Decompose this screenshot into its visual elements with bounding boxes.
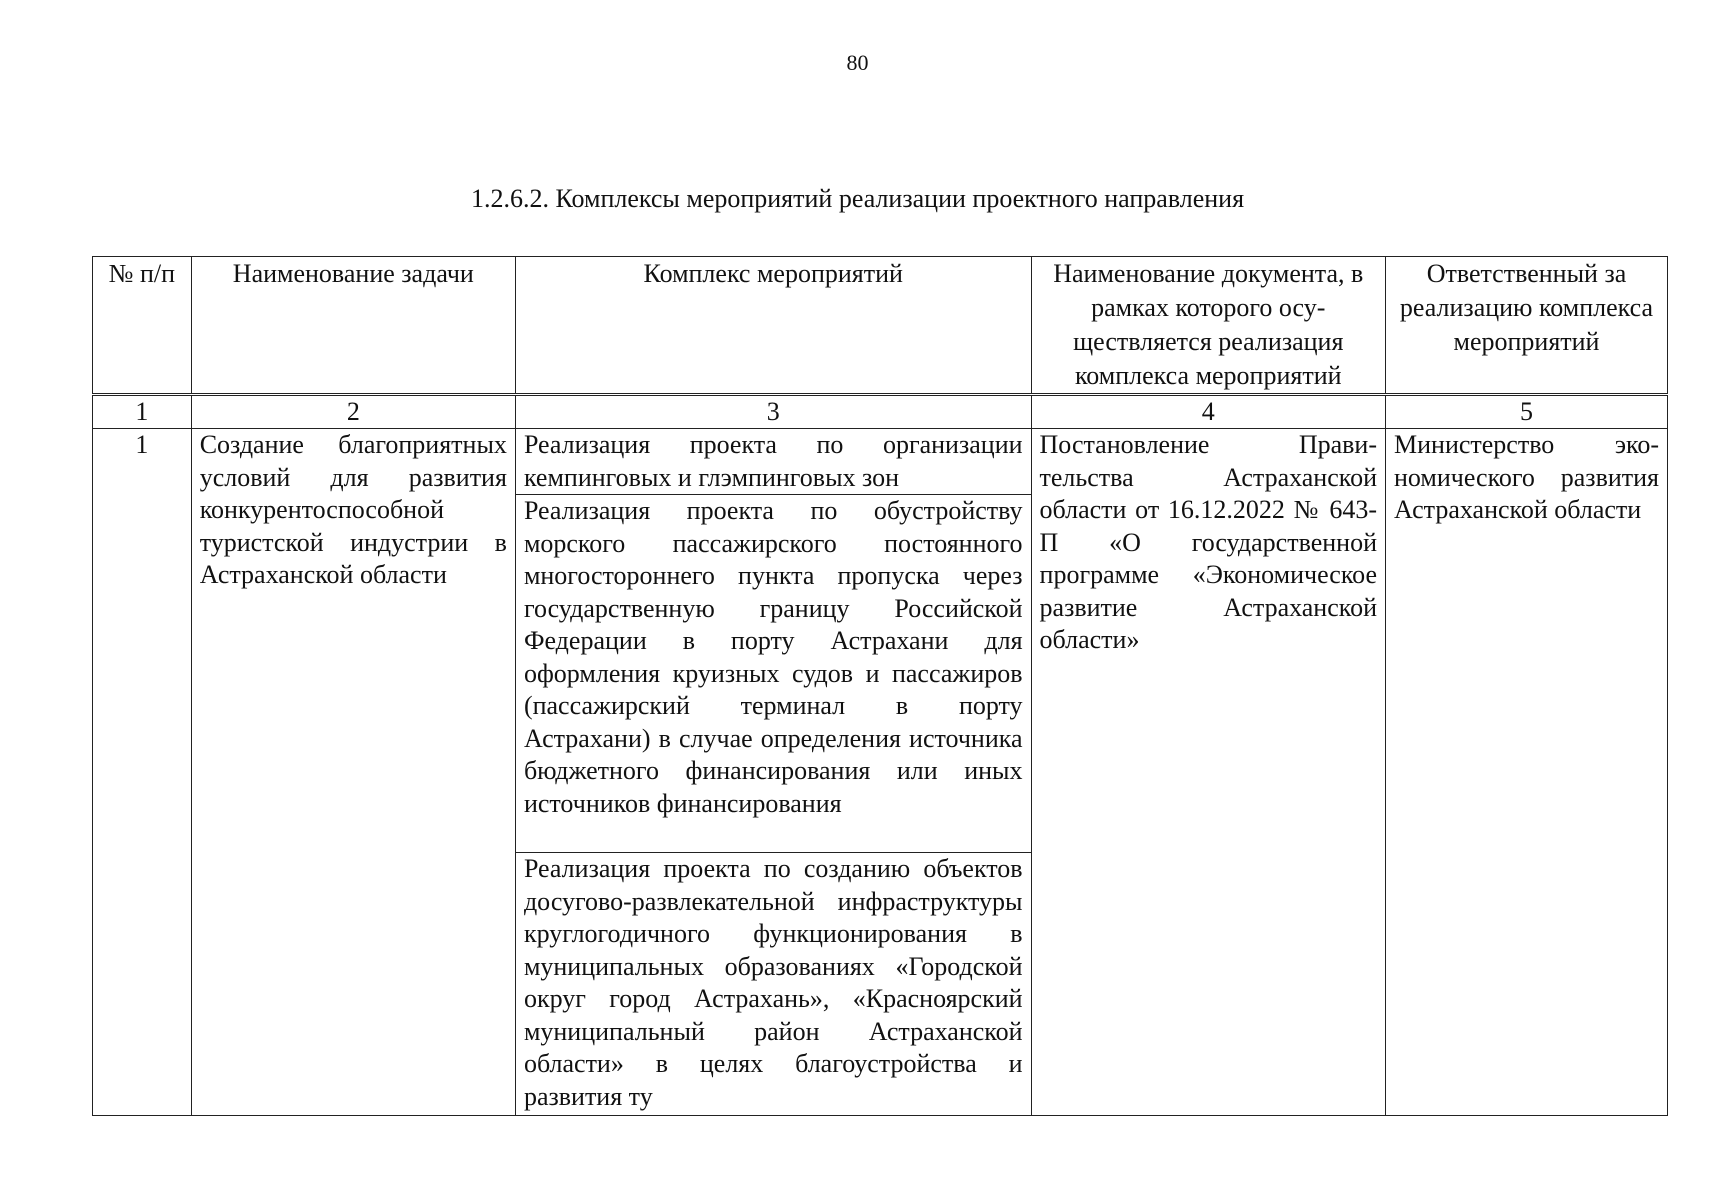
row-number: 1 (93, 429, 192, 1116)
header-measures: Комплекс мероприятий (515, 257, 1031, 395)
column-number: 2 (191, 395, 515, 429)
column-number: 3 (515, 395, 1031, 429)
task-cell: Создание благоприятных условий для развития конкурентоспособной туристской индустрии в Астраханской области (191, 429, 515, 1116)
table-header-row (93, 257, 1668, 395)
header-task: Наименование задачи (191, 257, 515, 395)
measure-cell: Реализация проекта по обустройству морского пассажирского постоянного многостороннего пункта пропуска через государственную границу Российской Федерации в порту Астрахани для оформления круизных судов и пассажиров (пассажирский терминал в порту Астрахани) в случае определения источника бюджетного финансирования или иных источников финансирования (515, 495, 1031, 853)
measure-cell: Реализация проекта по организации кемпинговых и глэмпинговых зон (515, 429, 1031, 495)
column-number: 4 (1031, 395, 1385, 429)
column-number: 5 (1386, 395, 1668, 429)
header-responsible: Ответственный за реализацию комплекса мероприятий (1386, 257, 1668, 395)
column-number-row (93, 395, 1668, 429)
measures-table (92, 256, 1668, 1116)
page-number: 80 (846, 50, 869, 75)
header-number: № п/п (93, 257, 192, 395)
measure-cell: Реализация проекта по созданию объектов досугово-развлекательной инфраструктуры круглогодичного функционирования в муниципальных образованиях «Городской округ город Астрахань», «Красноярский муниципальный район Астраханской области» в целях благоустройства и развития ту (515, 853, 1031, 1116)
document-cell: Постановление Правительства Астраханской области от 16.12.2022 № 643-П «О государственной программе «Экономическое развитие Астраханской области» (1031, 429, 1385, 1116)
table-row (93, 429, 1668, 495)
header-document: Наименование документа, в рамках которого осуществляется реализация комплекса мероприятий (1031, 257, 1385, 395)
responsible-cell: Министерство экономического развития Астраханской области (1386, 429, 1668, 1116)
section-title: 1.2.6.2. Комплексы мероприятий реализации проектного направления (470, 184, 1245, 213)
column-number: 1 (93, 395, 192, 429)
